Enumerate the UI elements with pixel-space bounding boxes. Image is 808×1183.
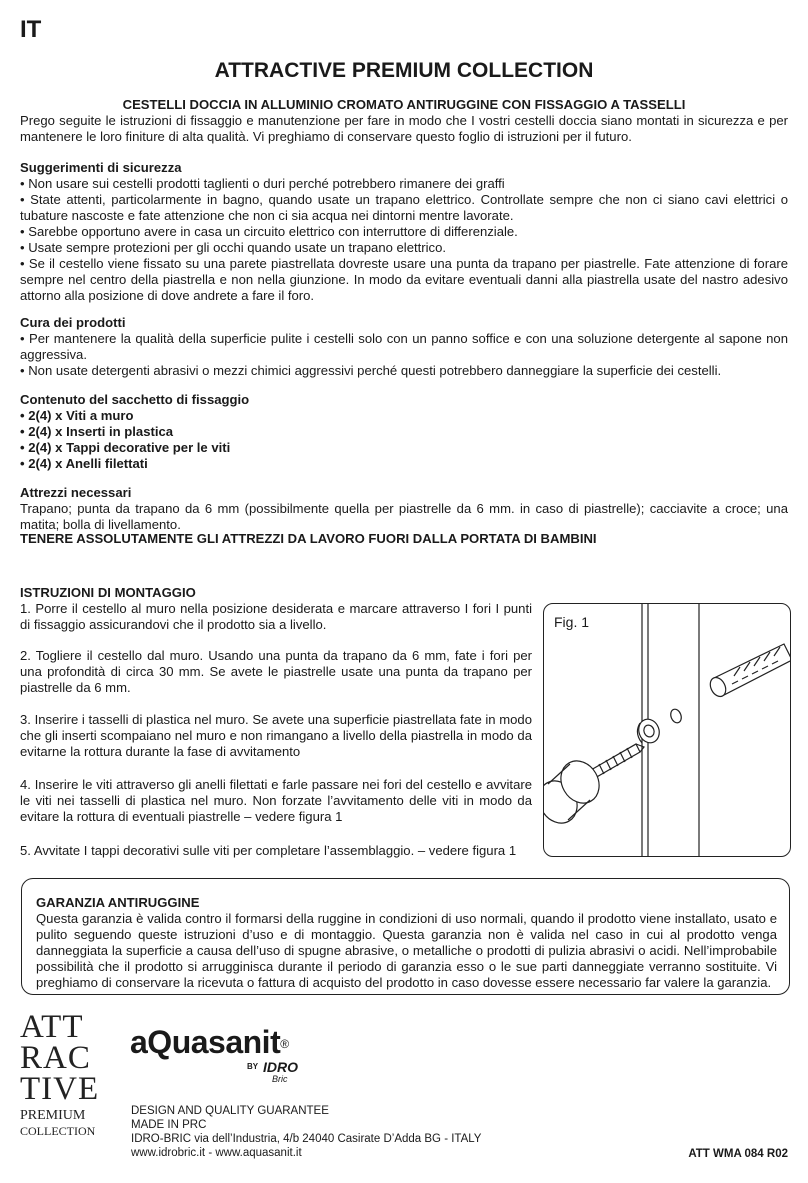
bric-logo: Bric bbox=[272, 1074, 288, 1084]
footer-info bbox=[131, 1104, 481, 1160]
care-list bbox=[20, 331, 788, 379]
warranty-heading: GARANZIA ANTIRUGGINE bbox=[36, 895, 200, 910]
safety-heading: Suggerimenti di sicurezza bbox=[20, 160, 182, 175]
mounting-step: 2. Togliere il cestello dal muro. Usando una punta da trapano da 6 mm, fate i fori per una profondità di circa 30 mm. Se avete le piastrelle usate una punta da trapano per piastrelle da 6 mm. bbox=[20, 648, 532, 695]
logo-line: TIVE bbox=[20, 1071, 100, 1107]
logo-line: ATT bbox=[20, 1009, 84, 1045]
footer-line: IDRO-BRIC via dell’Industria, 4/b 24040 Casirate D’Adda BG - ITALY bbox=[131, 1133, 482, 1145]
figure-label: Fig. 1 bbox=[554, 614, 590, 630]
registered-mark: ® bbox=[280, 1037, 289, 1051]
safety-item: • Se il cestello viene fissato su una parete piastrellata dovreste usare una punta da trapano per piastrelle. Fate attenzione di forare sempre nel centro della piastrella e non nella giunzione. In modo da evitare eventuali danni alla piastrella usate del nastro adesivo attorno alla posizione di dove andrete a fare il foro. bbox=[20, 256, 788, 303]
threaded-ring bbox=[635, 716, 662, 745]
kit-item: • 2(4) x Tappi decorative per le viti bbox=[20, 440, 231, 455]
tools-heading: Attrezzi necessari bbox=[20, 485, 132, 500]
warranty-box bbox=[21, 878, 790, 995]
wall-hole bbox=[669, 708, 683, 725]
footer-line: www.idrobric.it - www.aquasanit.it bbox=[131, 1147, 302, 1159]
logo-collection: COLLECTION bbox=[20, 1124, 96, 1138]
assembly-illustration bbox=[544, 604, 791, 857]
footer-line: MADE IN PRC bbox=[131, 1119, 207, 1131]
logo-line: RAC bbox=[20, 1040, 91, 1076]
care-item: • Per mantenere la qualità della superficie pulite i cestelli solo con un panno soffice e con una soluzione detergente al sapone non aggressiva. bbox=[20, 331, 788, 362]
intro-paragraph: Prego seguite le istruzioni di fissaggio e manutenzione per fare in modo che I vostri cestelli doccia siano montati in sicurezza e per mantenere le loro finiture di alta qualità. Vi preghiamo di conservare questo foglio di istruzioni per il futuro. bbox=[20, 113, 788, 144]
brand-name: aQuasanit bbox=[130, 1024, 281, 1060]
safety-item: • Non usare sui cestelli prodotti taglienti o duri perché potrebbero rimanere dei graffi bbox=[20, 176, 505, 191]
kit-item: • 2(4) x Viti a muro bbox=[20, 408, 134, 423]
tools-text: Trapano; punta da trapano da 6 mm (possibilmente quella per piastrelle da 6 mm. in caso di piastrelle); cacciavite a croce; una matita; bolla di livellamento. bbox=[20, 501, 788, 532]
mounting-step: 3. Inserire i tasselli di plastica nel muro. Se avete una superficie piastrellata fate in modo che gli inserti scompaiano nel muro e non rimangano a livello della piastrella in modo da evitarne la rottura durante la fase di avvitamento bbox=[20, 712, 532, 759]
mounting-step: 1. Porre il cestello al muro nella posizione desiderata e marcare attraverso I fori I punti di fissaggio assicurandovi che il prodotto sia a livello. bbox=[20, 601, 532, 632]
idro-logo: IDRO bbox=[263, 1059, 298, 1075]
document-code: ATT WMA 084 R02 bbox=[688, 1148, 788, 1160]
aquasanit-logo bbox=[130, 1022, 289, 1062]
mounting-step: 4. Inserire le viti attraverso gli anelli filettati e farle passare nei fori del cestello e avvitare le viti nei tasselli di plastica nel muro. Non forzate l’avvitamento delle viti in modo da evitare la rottura di eventuali piastrelle – vedere figura 1 bbox=[20, 777, 532, 824]
language-code: IT bbox=[20, 16, 42, 43]
mounting-heading: ISTRUZIONI DI MONTAGGIO bbox=[20, 585, 196, 600]
care-heading: Cura dei prodotti bbox=[20, 315, 126, 330]
care-item: • Non usate detergenti abrasivi o mezzi chimici aggressivi perché questi potrebbero danneggiare la superficie dei cestelli. bbox=[20, 363, 722, 378]
page-title: ATTRACTIVE PREMIUM COLLECTION bbox=[214, 59, 594, 82]
safety-list bbox=[20, 176, 788, 304]
logo-by: BY bbox=[247, 1062, 259, 1071]
kit-item: • 2(4) x Inserti in plastica bbox=[20, 424, 174, 439]
attractive-logo bbox=[20, 1009, 110, 1138]
logo-premium: PREMIUM bbox=[20, 1108, 86, 1123]
mounting-step: 5. Avvitate I tappi decorativi sulle viti per completare l’assemblaggio. – vedere figura 1 bbox=[20, 843, 517, 858]
page-subtitle: CESTELLI DOCCIA IN ALLUMINIO CROMATO ANTIRUGGINE CON FISSAGGIO A TASSELLI bbox=[122, 97, 686, 112]
plastic-anchor bbox=[707, 644, 791, 699]
figure-1 bbox=[543, 603, 791, 857]
decorative-cap bbox=[544, 754, 607, 830]
kit-list bbox=[20, 408, 788, 472]
safety-item: • State attenti, particolarmente in bagno, quando usate un trapano elettrico. Controllate sempre che non ci siano cavi elettrici o tubature nascoste e fate attenzione che non ci sia acqua nei dintorni mentre lavorate. bbox=[20, 192, 788, 223]
kit-heading: Contenuto del sacchetto di fissaggio bbox=[20, 392, 250, 407]
safety-item: • Usate sempre protezioni per gli occhi quando usate un trapano elettrico. bbox=[20, 240, 447, 255]
footer-line: DESIGN AND QUALITY GUARANTEE bbox=[131, 1105, 329, 1117]
kit-item: • 2(4) x Anelli filettati bbox=[20, 456, 148, 471]
warranty-text: Questa garanzia è valida contro il formarsi della ruggine in condizioni di uso normali, quando il prodotto viene installato, usato e pulito seguendo queste istruzioni d’uso e di montaggio. Questa garanzia non è valida nel caso in cui al prodotto venga danneggiata la superficie a causa dell’uso di spugne abrasive, o metalliche o prodotti di pulizia abrasivi o acidi. Nell’improbabile possibilità che il prodotto si arrugginisca durante il periodo di garanzia esso o le sue parti danneggiate verranno sostituite. Vi preghiamo di conservare la ricevuta o fattura di acquisto del prodotto in caso dovesse essere necessario far valere la garanzia. bbox=[36, 911, 777, 990]
safety-item: • Sarebbe opportuno avere in casa un circuito elettrico con interruttore di differenziale. bbox=[20, 224, 518, 239]
children-warning: TENERE ASSOLUTAMENTE GLI ATTREZZI DA LAVORO FUORI DALLA PORTATA DI BAMBINI bbox=[20, 531, 597, 546]
